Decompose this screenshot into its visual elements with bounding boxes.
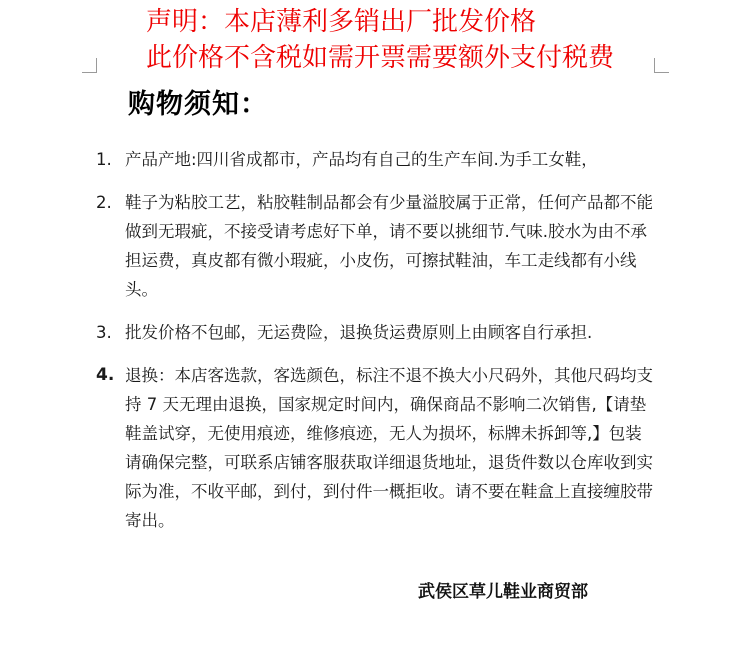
margin-corner-mark-right [654, 58, 669, 73]
notice-item-text: 鞋子为粘胶工艺，粘胶鞋制品都会有少量溢胶属于正常，任何产品都不能做到无瑕疵，不接受请考虑好下单，请不要以挑细节.气味.胶水为由不承担运费，真皮都有微小瑕疵，小皮伤，可擦拭鞋油，车工走线都有小线头。 [125, 193, 653, 299]
declaration-line-1: 声明：本店薄利多销出厂批发价格 [146, 7, 537, 37]
notice-item-text: 批发价格不包邮，无运费险，退换货运费原则上由顾客自行承担. [125, 323, 593, 342]
margin-corner-mark-left [82, 58, 97, 73]
notice-item-text: 产品产地:四川省成都市，产品均有自己的生产车间.为手工女鞋， [125, 150, 598, 169]
notice-item-text: 退换：本店客选款，客选颜色，标注不退不换大小尺码外，其他尺码均支持 7 天无理由退换，国家规定时间内，确保商品不影响二次销售,【请垫鞋盖试穿，无使用痕迹，维修痕迹，无人为损坏，标牌未拆卸等,】包装请确保完整，可联系店铺客服获取详细退货地址，退货件数以仓库收到实际为准，不收平邮，到付，到付件一概拒收。请不要在鞋盒上直接缠胶带寄出。 [125, 366, 653, 530]
store-declaration [146, 4, 614, 76]
notice-item-number: 1. [96, 150, 112, 169]
notice-item-2 [96, 188, 656, 304]
notice-list [96, 145, 656, 535]
notice-item-number: 3. [96, 323, 112, 342]
notice-item-3 [96, 318, 656, 347]
notice-item-number: 4. [96, 365, 115, 385]
notice-item-1 [96, 145, 656, 174]
declaration-line-2: 此价格不含税如需开票需要额外支付税费 [146, 43, 615, 73]
store-signature: 武侯区草儿鞋业商贸部 [418, 582, 588, 602]
notice-item-number: 2. [96, 193, 112, 212]
shopping-notice-title: 购物须知： [128, 89, 268, 120]
notice-item-4 [96, 361, 656, 535]
